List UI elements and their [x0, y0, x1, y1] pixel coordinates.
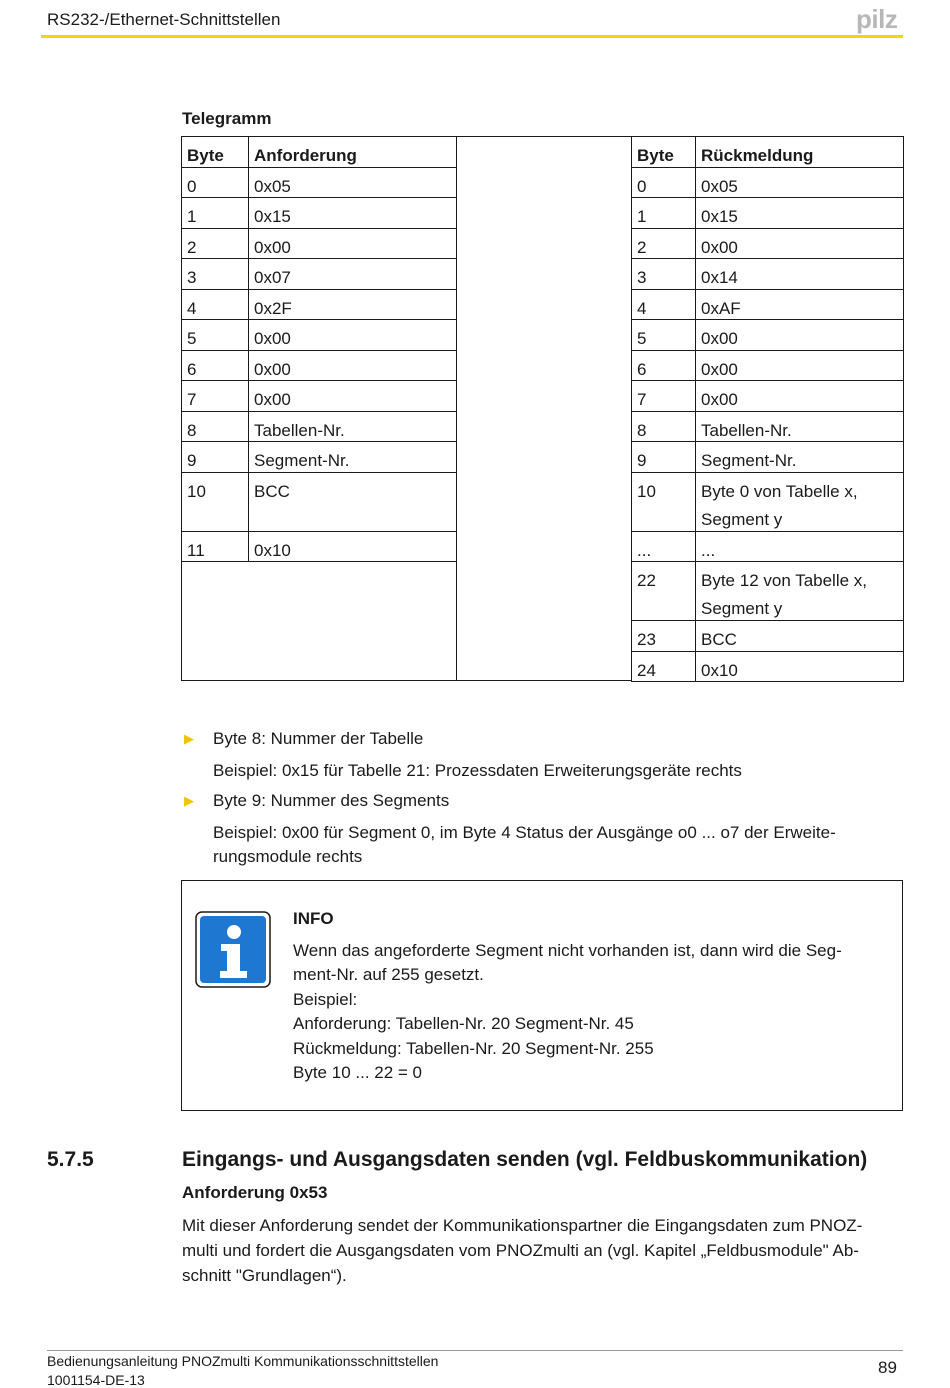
- table-cell-byte: 10: [631, 472, 696, 532]
- table-cell-byte: 23: [631, 620, 696, 652]
- table-cell-byte: 7: [631, 380, 696, 412]
- table-cell-value: 0x10: [248, 531, 457, 563]
- section-subheading: Anforderung 0x53: [182, 1183, 328, 1202]
- table-cell-value: 0x05: [248, 167, 457, 199]
- table-cell-byte: 5: [181, 319, 249, 351]
- table-cell-value: 0x10: [695, 651, 904, 683]
- section-number: 5.7.5: [47, 1148, 94, 1171]
- table-cell-value: 0x00: [248, 350, 457, 382]
- table-cell-value: 0xAF: [695, 289, 904, 321]
- table-cell-byte: 3: [631, 258, 696, 290]
- table-cell-byte: 3: [181, 258, 249, 290]
- table-cell-byte: 22: [631, 561, 696, 621]
- table-cell-byte: 6: [181, 350, 249, 382]
- table-empty-cell: [181, 561, 457, 681]
- table-cell-line: Segment y: [701, 599, 783, 618]
- bullet-detail-line: Beispiel: 0x15 für Tabelle 21: Prozessdaten Erweiterungsgeräte rechts: [213, 761, 742, 780]
- bullet-arrow-icon: ▶: [184, 731, 194, 746]
- table-cell-byte: 9: [631, 441, 696, 473]
- table-cell-line: Segment y: [701, 509, 783, 529]
- table-cell-byte: 7: [181, 380, 249, 412]
- table-cell-value: 0x05: [695, 167, 904, 199]
- table-cell-value: BCC: [695, 620, 904, 652]
- table-cell-value: [695, 561, 904, 621]
- table-cell-byte: 11: [181, 531, 249, 563]
- footer-document-title: Bedienungsanleitung PNOZmulti Kommunikationsschnittstellen: [47, 1353, 439, 1369]
- telegram-table: [181, 136, 903, 681]
- table-title: Telegramm: [182, 109, 272, 128]
- table-cell-byte: 2: [181, 228, 249, 260]
- running-header-title: RS232-/Ethernet-Schnittstellen: [47, 10, 281, 29]
- info-line: Byte 10 ... 22 = 0: [293, 1063, 423, 1082]
- table-cell-value: Segment-Nr.: [695, 441, 904, 473]
- table-cell-byte: 2: [631, 228, 696, 260]
- table-header-cell: Rückmeldung: [695, 136, 904, 168]
- table-spacer-column: [456, 136, 632, 681]
- section-title: Eingangs- und Ausgangsdaten senden (vgl. Feldbuskommunikation): [182, 1148, 868, 1171]
- info-line: ment-Nr. auf 255 gesetzt.: [293, 965, 484, 984]
- table-cell-byte: 8: [181, 411, 249, 443]
- table-cell-value: 0x14: [695, 258, 904, 290]
- table-cell-byte: 4: [631, 289, 696, 321]
- table-cell-byte: 4: [181, 289, 249, 321]
- bullet-label: Byte 8: Nummer der Tabelle: [213, 729, 424, 748]
- table-cell-byte: 8: [631, 411, 696, 443]
- table-cell-value: 0x00: [248, 319, 457, 351]
- body-line: multi und fordert die Ausgangsdaten vom PNOZmulti an (vgl. Kapitel „Feldbusmodule" Ab-: [182, 1241, 859, 1260]
- pilz-logo: pilz: [856, 4, 898, 34]
- info-line: Wenn das angeforderte Segment nicht vorhanden ist, dann wird die Seg-: [293, 941, 842, 960]
- table-cell-byte: 5: [631, 319, 696, 351]
- bullet-detail-line: rungsmodule rechts: [213, 847, 363, 866]
- table-header-cell: Byte: [181, 136, 249, 168]
- table-header-cell: Anforderung: [248, 136, 457, 168]
- bullet-arrow-icon: ▶: [184, 793, 194, 808]
- table-cell-value: Segment-Nr.: [248, 441, 457, 473]
- table-cell-value: 0x00: [248, 228, 457, 260]
- bullet-detail-line: Beispiel: 0x00 für Segment 0, im Byte 4 Status der Ausgänge o0 ... o7 der Erweite-: [213, 823, 836, 842]
- footer-rule: [47, 1350, 903, 1351]
- table-cell-value: ...: [695, 531, 904, 563]
- table-cell-value: [695, 472, 904, 532]
- table-cell-value: 0x00: [248, 380, 457, 412]
- table-cell-line: Byte 0 von Tabelle x,: [701, 481, 858, 501]
- table-cell-byte: 1: [181, 197, 249, 229]
- info-heading: INFO: [293, 909, 334, 928]
- table-cell-value: Tabellen-Nr.: [695, 411, 904, 443]
- info-icon: [195, 911, 271, 988]
- table-cell-byte: 0: [631, 167, 696, 199]
- page-number: 89: [878, 1358, 897, 1377]
- table-cell-byte: 10: [181, 472, 249, 532]
- table-cell-byte: 1: [631, 197, 696, 229]
- footer-document-number: 1001154-DE-13: [47, 1372, 145, 1388]
- table-cell-byte: 24: [631, 651, 696, 683]
- info-line: Rückmeldung: Tabellen-Nr. 20 Segment-Nr. 255: [293, 1039, 654, 1058]
- table-cell-value: 0x00: [695, 350, 904, 382]
- table-cell-value: BCC: [248, 472, 457, 532]
- table-cell-value: Tabellen-Nr.: [248, 411, 457, 443]
- info-line: Anforderung: Tabellen-Nr. 20 Segment-Nr. 45: [293, 1014, 634, 1033]
- table-cell-value: 0x2F: [248, 289, 457, 321]
- table-cell-value: 0x00: [695, 228, 904, 260]
- table-cell-value: 0x15: [248, 197, 457, 229]
- table-cell-value: 0x00: [695, 380, 904, 412]
- body-line: Mit dieser Anforderung sendet der Kommunikationspartner die Eingangsdaten zum PNOZ-: [182, 1216, 863, 1235]
- table-cell-line: Byte 12 von Tabelle x,: [701, 571, 868, 590]
- bullet-label: Byte 9: Nummer des Segments: [213, 791, 450, 810]
- table-cell-byte: 6: [631, 350, 696, 382]
- table-cell-byte: ...: [631, 531, 696, 563]
- info-line: Beispiel:: [293, 990, 358, 1009]
- info-box: [181, 880, 903, 1111]
- table-cell-value: 0x00: [695, 319, 904, 351]
- table-cell-byte: 0: [181, 167, 249, 199]
- body-line: schnitt "Grundlagen“).: [182, 1266, 347, 1285]
- table-cell-value: 0x07: [248, 258, 457, 290]
- table-cell-byte: 9: [181, 441, 249, 473]
- table-header-cell: Byte: [631, 136, 696, 168]
- header-rule: [41, 35, 903, 38]
- table-cell-value: 0x15: [695, 197, 904, 229]
